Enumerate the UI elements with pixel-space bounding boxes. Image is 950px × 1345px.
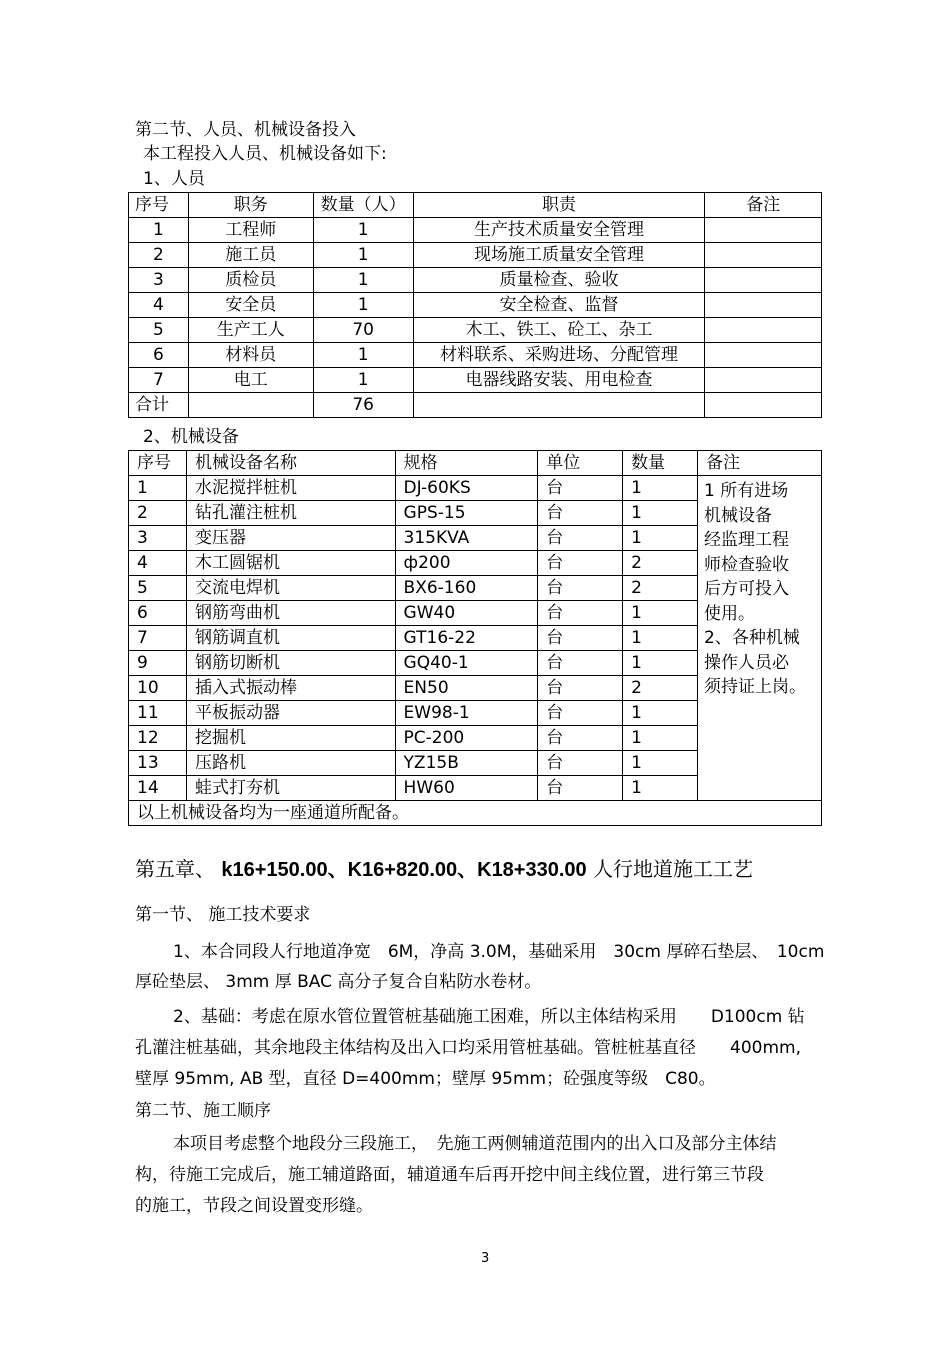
table-cell: 材料员	[188, 343, 313, 368]
machinery-heading: 2、机械设备	[143, 427, 239, 447]
table-cell: 蛙式打夯机	[186, 776, 395, 801]
table-cell: 7	[129, 626, 187, 651]
table-cell: HW60	[395, 776, 538, 801]
table-row	[129, 293, 822, 318]
table-cell: GQ40-1	[395, 651, 538, 676]
table-cell: 1	[623, 726, 698, 751]
table-cell: 电工	[188, 368, 313, 393]
table-cell: 4	[129, 293, 189, 318]
req1-line2: 厚砼垫层、 3mm 厚 BAC 高分子复合自粘防水卷材。	[135, 972, 542, 992]
table-cell: 安全员	[188, 293, 313, 318]
table-cell: 1	[623, 651, 698, 676]
column-header: 规格	[395, 451, 538, 476]
table-cell: 台	[538, 651, 623, 676]
section1-title: 第一节、 施工技术要求	[135, 905, 311, 925]
table-cell	[705, 393, 822, 418]
table-cell: 1	[129, 476, 187, 501]
table-cell: 12	[129, 726, 187, 751]
table-cell: 台	[538, 776, 623, 801]
table-cell: 现场施工质量安全管理	[413, 243, 705, 268]
table-cell: YZ15B	[395, 751, 538, 776]
table-header-row	[129, 451, 822, 476]
table-cell: 工程师	[188, 218, 313, 243]
table-cell: PC-200	[395, 726, 538, 751]
table-cell: 14	[129, 776, 187, 801]
table-cell: 生产工人	[188, 318, 313, 343]
table-cell: 1	[313, 343, 413, 368]
table-row	[129, 476, 822, 501]
table-cell: 台	[538, 501, 623, 526]
req2-line3: 壁厚 95mm, AB 型，直径 D=400mm；壁厚 95mm；砼强度等级 C80。	[135, 1069, 716, 1089]
table-cell: 1	[623, 701, 698, 726]
table-cell: 交流电焊机	[186, 576, 395, 601]
table-cell: 4	[129, 551, 187, 576]
table-cell: 7	[129, 368, 189, 393]
table-cell: 质检员	[188, 268, 313, 293]
remark-line: 经监理工程	[704, 530, 789, 550]
column-header: 序号	[129, 193, 189, 218]
remark-line: 后方可投入	[704, 579, 789, 599]
table-cell	[705, 343, 822, 368]
table-cell: 钢筋弯曲机	[186, 601, 395, 626]
table-cell: 3	[129, 268, 189, 293]
table-cell: 70	[313, 318, 413, 343]
table-cell: 1	[623, 776, 698, 801]
remark-line: 师检查验收	[704, 554, 789, 575]
table-cell: 插入式振动棒	[186, 676, 395, 701]
table-cell: 钢筋调直机	[186, 626, 395, 651]
table-row	[129, 368, 822, 393]
table-cell	[705, 268, 822, 293]
table-cell: 安全检查、监督	[413, 293, 705, 318]
total-row	[129, 393, 822, 418]
table-cell: 台	[538, 676, 623, 701]
page-number: 3	[481, 1251, 490, 1266]
chapter-prefix: 第五章、	[135, 857, 215, 881]
table-cell: 台	[538, 526, 623, 551]
chapter-title	[135, 853, 753, 882]
table-cell: 质量检查、验收	[413, 268, 705, 293]
table-cell: 台	[538, 576, 623, 601]
column-header: 数量	[623, 451, 698, 476]
chapter-stations: k16+150.00、K16+820.00、K18+330.00	[221, 859, 587, 881]
table-cell	[705, 218, 822, 243]
table-cell: 1	[313, 368, 413, 393]
section-title: 第二节、人员、机械设备投入	[135, 120, 356, 140]
table-cell	[705, 318, 822, 343]
table-cell: 台	[538, 601, 623, 626]
column-header: 备注	[705, 193, 822, 218]
table-cell: 6	[129, 601, 187, 626]
table-cell	[705, 293, 822, 318]
table-cell: 电器线路安装、用电检查	[413, 368, 705, 393]
table-cell: 1	[623, 476, 698, 501]
table-cell: 1	[313, 268, 413, 293]
table-cell: ф200	[395, 551, 538, 576]
table-cell: 台	[538, 701, 623, 726]
table-footer-note: 以上机械设备均为一座通道所配备。	[129, 801, 822, 826]
table-cell: 台	[538, 551, 623, 576]
table-cell	[705, 243, 822, 268]
column-header: 序号	[129, 451, 187, 476]
table-cell: 变压器	[186, 526, 395, 551]
table-cell: 1	[623, 626, 698, 651]
table-cell: 水泥搅拌桩机	[186, 476, 395, 501]
remarks-cell	[698, 476, 822, 801]
table-cell: 6	[129, 343, 189, 368]
table-cell: 2	[623, 676, 698, 701]
table-cell: 钢筋切断机	[186, 651, 395, 676]
table-cell: GPS-15	[395, 501, 538, 526]
table-row	[129, 268, 822, 293]
table-cell: 木工圆锯机	[186, 551, 395, 576]
column-header: 备注	[698, 451, 822, 476]
table-cell: 台	[538, 726, 623, 751]
table-cell: 1	[623, 751, 698, 776]
table-cell: 1	[623, 501, 698, 526]
table-cell: DJ-60KS	[395, 476, 538, 501]
column-header: 职务	[188, 193, 313, 218]
table-cell: 1	[313, 243, 413, 268]
seq-line3: 的施工，节段之间设置变形缝。	[135, 1196, 373, 1216]
table-cell: 13	[129, 751, 187, 776]
table-cell: 压路机	[186, 751, 395, 776]
table-cell: 木工、铁工、砼工、杂工	[413, 318, 705, 343]
chapter-suffix: 人行地道施工工艺	[593, 857, 754, 881]
seq-line2: 构，待施工完成后，施工辅道路面，辅道通车后再开挖中间主线位置，进行第三节段	[135, 1165, 764, 1185]
remark-line: 2、各种机械	[704, 628, 800, 648]
table-cell: 生产技术质量安全管理	[413, 218, 705, 243]
remark-line: 操作人员必	[704, 652, 789, 673]
table-cell: 2	[623, 576, 698, 601]
table-cell	[413, 393, 705, 418]
table-cell: 5	[129, 318, 189, 343]
table-row	[129, 218, 822, 243]
table-cell: 2	[129, 501, 187, 526]
table-row	[129, 243, 822, 268]
remark-line: 须持证上岗。	[704, 677, 806, 697]
table-cell: 施工员	[188, 243, 313, 268]
table-cell: 11	[129, 701, 187, 726]
req2-line1: 2、基础：考虑在原水管位置管桩基础施工困难，所以主体结构采用 D100cm 钻	[173, 1007, 805, 1027]
table-cell: 1	[623, 601, 698, 626]
table-cell: 1	[313, 293, 413, 318]
table-cell	[188, 393, 313, 418]
table-cell: 3	[129, 526, 187, 551]
table-cell: EW98-1	[395, 701, 538, 726]
req2-line2: 孔灌注桩基础，其余地段主体结构及出入口均采用管桩基础。管桩桩基直径 400mm,	[135, 1038, 801, 1058]
table-cell: 2	[129, 243, 189, 268]
section2b-title: 第二节、施工顺序	[135, 1101, 271, 1121]
table-cell: 1	[129, 218, 189, 243]
table-cell: BX6-160	[395, 576, 538, 601]
req1-line1: 1、本合同段人行地道净宽 6M，净高 3.0M，基础采用 30cm 厚碎石垫层、 10cm	[173, 942, 825, 962]
total-value: 76	[313, 393, 413, 418]
table-cell: 315KVA	[395, 526, 538, 551]
table-cell	[705, 368, 822, 393]
table-row	[129, 343, 822, 368]
table-cell: 挖掘机	[186, 726, 395, 751]
table-header-row	[129, 193, 822, 218]
table-cell: 台	[538, 476, 623, 501]
table-cell: GT16-22	[395, 626, 538, 651]
table-cell: 5	[129, 576, 187, 601]
remark-line: 1 所有进场	[704, 481, 789, 501]
personnel-table	[128, 192, 822, 418]
table-cell: 10	[129, 676, 187, 701]
table-row	[129, 318, 822, 343]
table-cell: GW40	[395, 601, 538, 626]
table-cell: 钻孔灌注桩机	[186, 501, 395, 526]
remark-line: 机械设备	[704, 505, 772, 526]
column-header: 职责	[413, 193, 705, 218]
table-cell: 2	[623, 551, 698, 576]
table-cell: 平板振动器	[186, 701, 395, 726]
table-cell: 1	[313, 218, 413, 243]
remark-line: 使用。	[704, 603, 755, 624]
table-cell: 1	[623, 526, 698, 551]
column-header: 数量（人）	[313, 193, 413, 218]
table-cell: 台	[538, 751, 623, 776]
footer-row	[129, 801, 822, 826]
table-cell: EN50	[395, 676, 538, 701]
table-cell: 台	[538, 626, 623, 651]
personnel-heading: 1、人员	[143, 169, 205, 189]
intro-text: 本工程投入人员、机械设备如下:	[143, 144, 387, 164]
total-label: 合计	[129, 393, 189, 418]
machinery-table	[128, 450, 822, 826]
table-cell: 材料联系、采购进场、分配管理	[413, 343, 705, 368]
table-cell: 9	[129, 651, 187, 676]
column-header: 单位	[538, 451, 623, 476]
column-header: 机械设备名称	[186, 451, 395, 476]
seq-line1: 本项目考虑整个地段分三段施工， 先施工两侧辅道范围内的出入口及部分主体结	[173, 1134, 777, 1154]
